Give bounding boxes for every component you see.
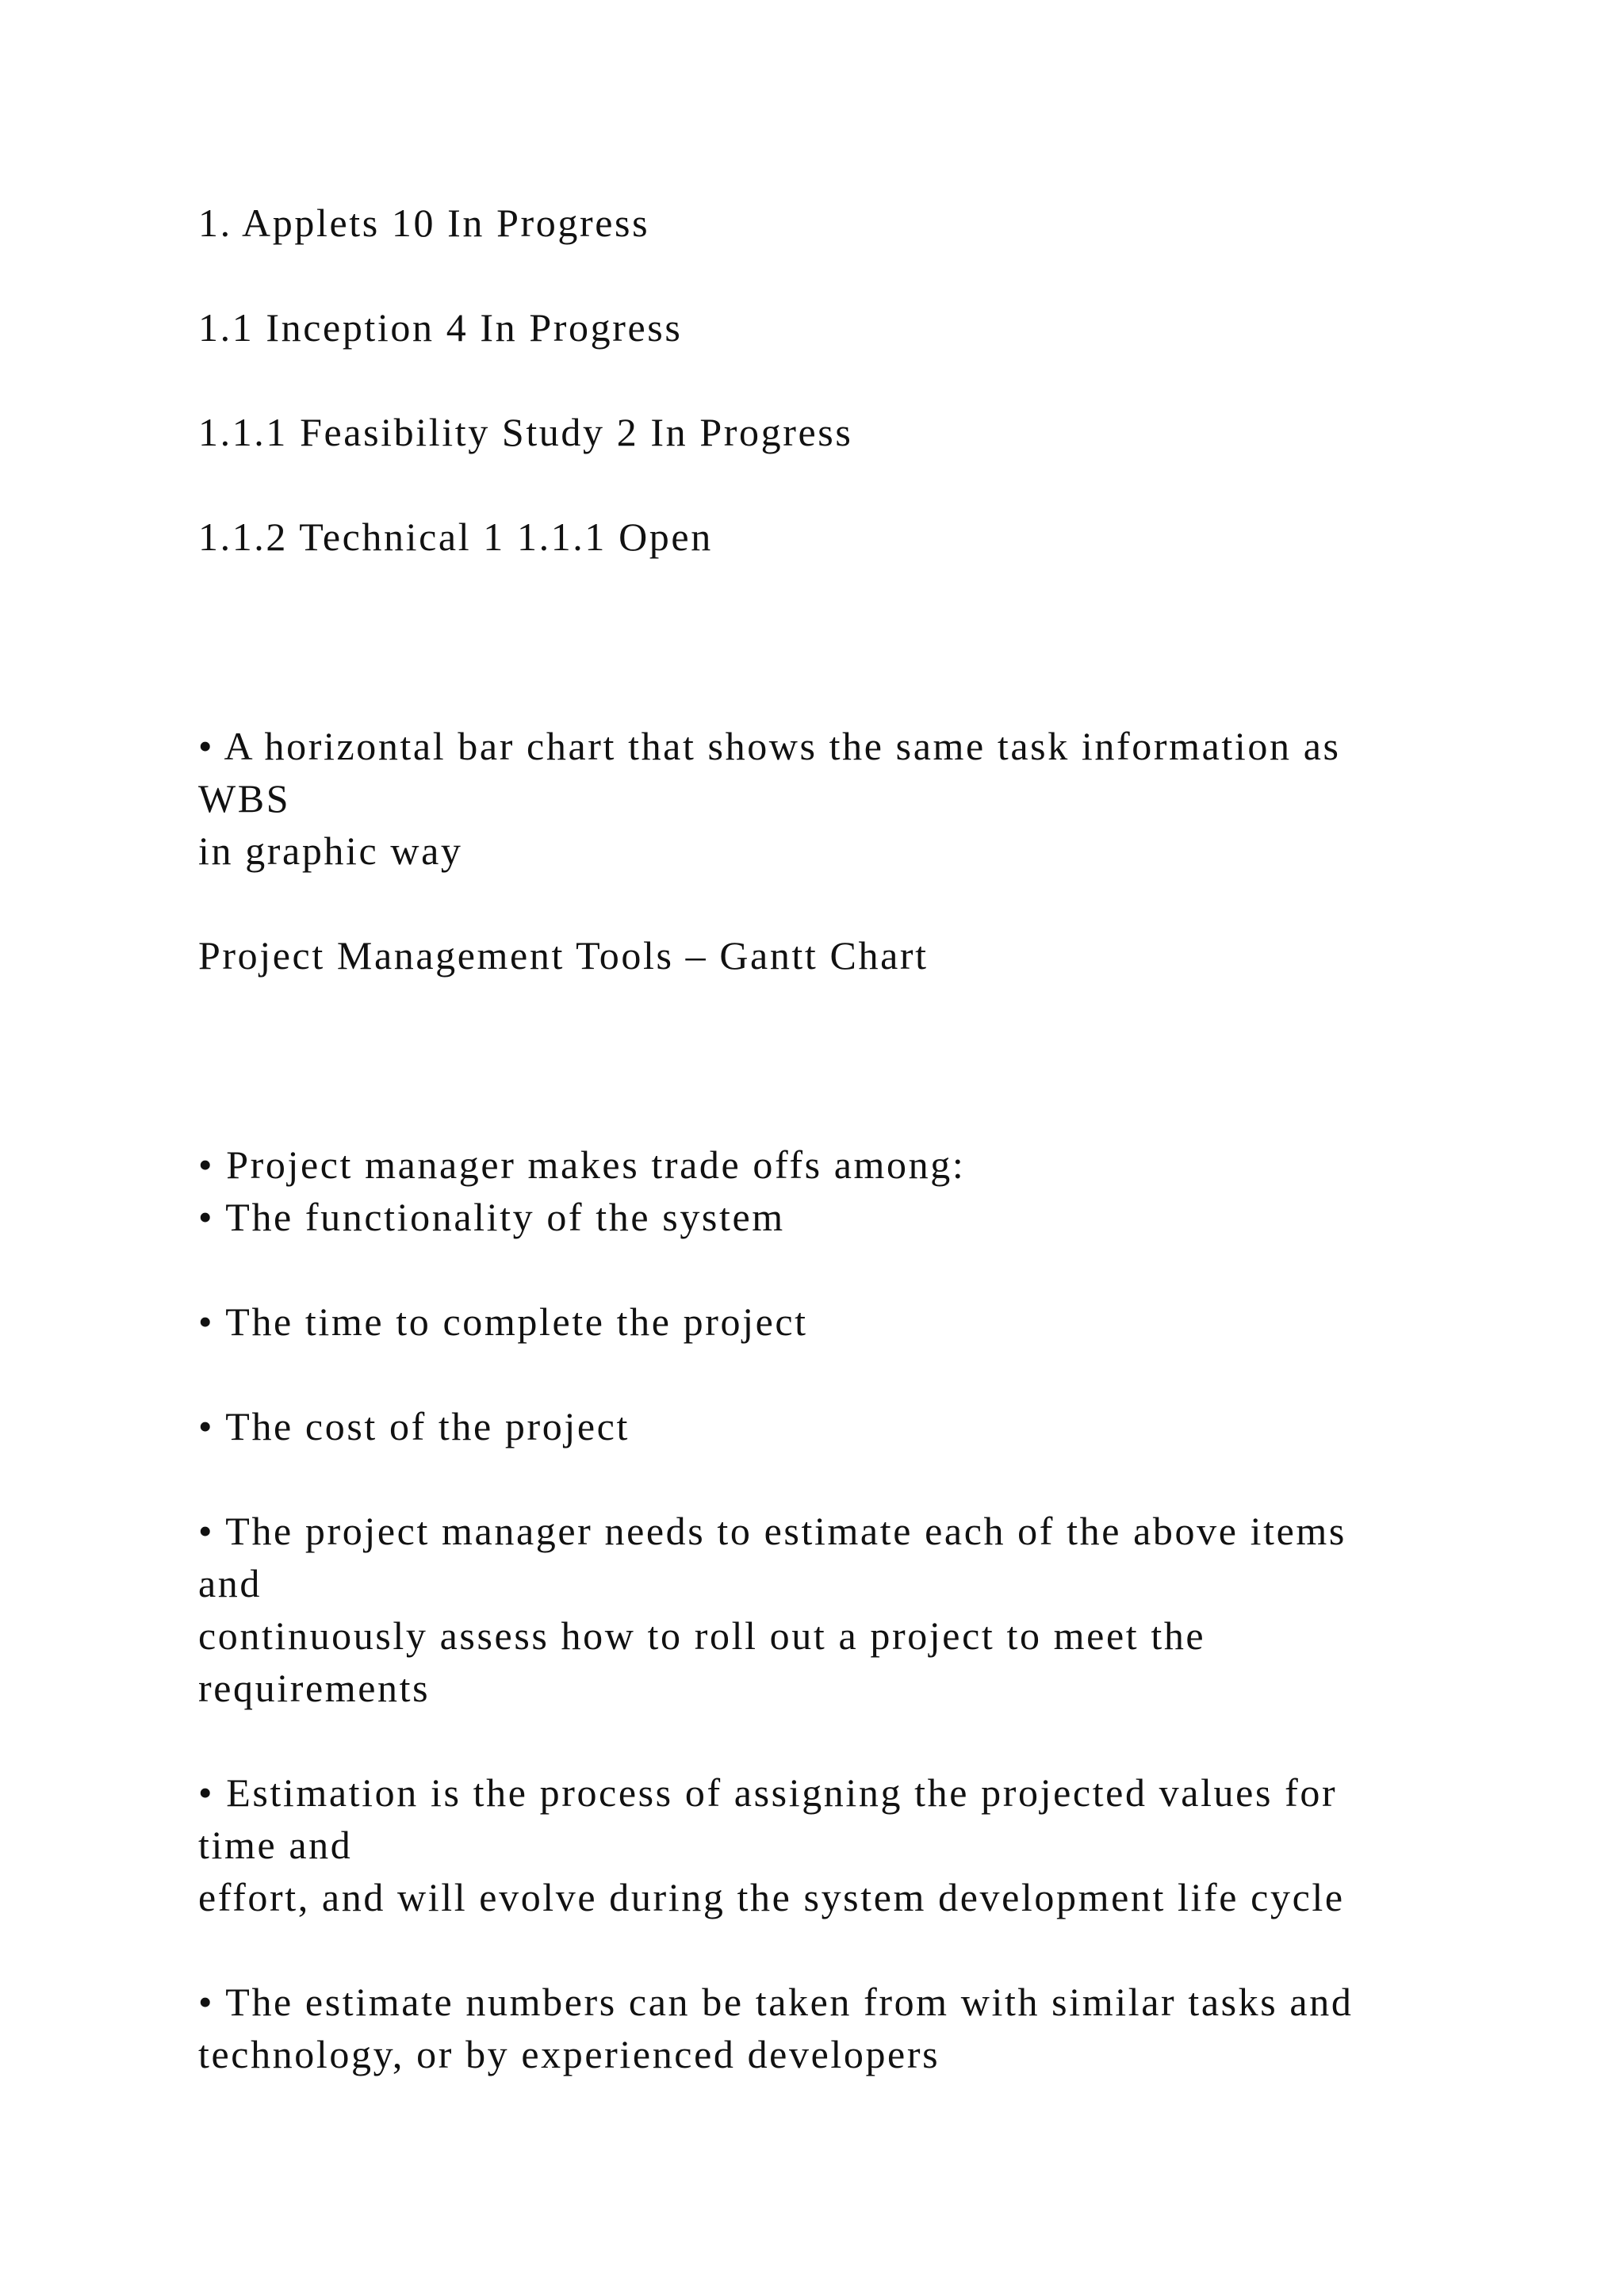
wbs-line-applets: 1. Applets 10 In Progress — [198, 201, 650, 245]
wbs-line-inception: 1.1 Inception 4 In Progress — [198, 305, 683, 350]
bullet-estimate-numbers-wrap-1: technology, or by experienced developers — [198, 2032, 940, 2076]
wbs-line-feasibility-study: 1.1.1 Feasibility Study 2 In Progress — [198, 410, 853, 454]
bullet-estimation-definition-wrap-1: time and — [198, 1823, 353, 1867]
bullet-estimate-items-wrap-2: continuously assess how to roll out a project to meet the — [198, 1613, 1206, 1658]
bullet-gantt-description-wrap-1: WBS — [198, 776, 291, 821]
bullet-estimation-definition-wrap-2: effort, and will evolve during the system development life cycle — [198, 1875, 1345, 1919]
bullet-cost: • The cost of the project — [198, 1404, 630, 1448]
bullet-trade-offs: • Project manager makes trade offs among: — [198, 1142, 966, 1187]
section-title-gantt-chart: Project Management Tools – Gantt Chart — [198, 933, 929, 978]
bullet-estimate-items: • The project manager needs to estimate each of the above items — [198, 1509, 1346, 1553]
bullet-gantt-description: • A horizontal bar chart that shows the same task information as — [198, 724, 1341, 768]
bullet-estimate-numbers: • The estimate numbers can be taken from with similar tasks and — [198, 1980, 1354, 2024]
bullet-estimate-items-wrap-1: and — [198, 1561, 262, 1605]
wbs-line-technical: 1.1.2 Technical 1 1.1.1 Open — [198, 515, 713, 559]
bullet-estimate-items-wrap-3: requirements — [198, 1666, 431, 1710]
bullet-time: • The time to complete the project — [198, 1299, 808, 1344]
bullet-gantt-description-wrap-2: in graphic way — [198, 828, 463, 873]
bullet-functionality: • The functionality of the system — [198, 1195, 785, 1239]
bullet-estimation-definition: • Estimation is the process of assigning the projected values for — [198, 1770, 1338, 1815]
